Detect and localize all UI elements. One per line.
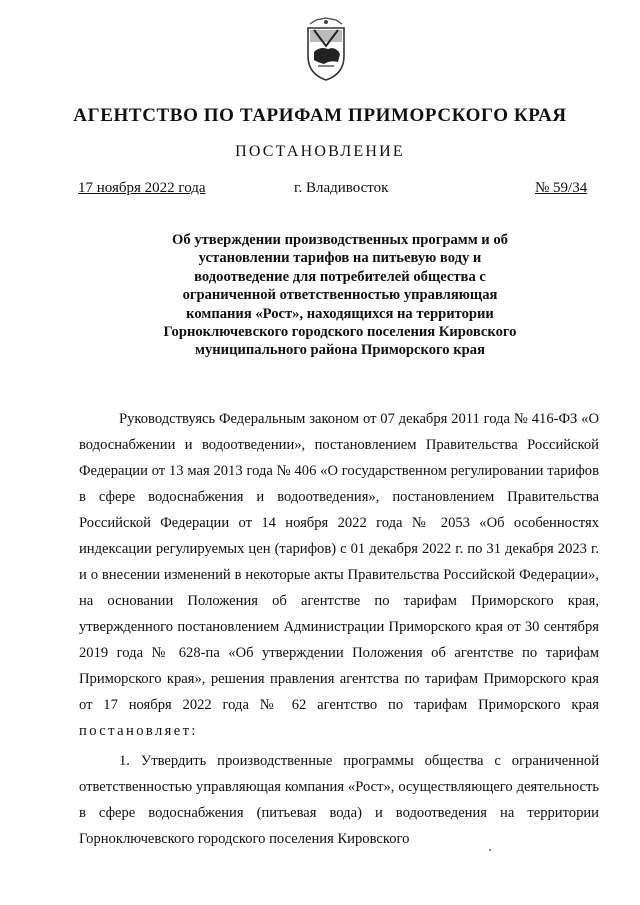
preamble-paragraph: [79, 406, 599, 744]
resolves-word: постановляет:: [79, 723, 198, 739]
document-body: [79, 406, 599, 852]
scan-speck: [489, 849, 491, 851]
document-city: г. Владивосток: [294, 180, 389, 196]
agency-title: АГЕНТСТВО ПО ТАРИФАМ ПРИМОРСКОГО КРАЯ: [73, 105, 567, 126]
coat-of-arms-emblem: [300, 16, 352, 84]
document-date: 17 ноября 2022 года: [78, 180, 206, 196]
point-1-paragraph: 1. Утвердить производственные программы общества с ограниченной ответственностью управляющая компания «Рост», осуществляющего деятельность в сфере водоснабжения (питьевая вода) и водоотведения на территории Горноключевского городского поселения Кировского: [79, 753, 599, 847]
document-number: № 59/34: [535, 180, 588, 196]
document-subject: Об утверждении производственных программ и об установлении тарифов на питьевую воду и водоотведение для потребителей общества с ограниченной ответственностью управляющая компания «Рост», находящихся на территории Горноключевского городского поселения Кировского муниципального района Приморского края: [163, 232, 517, 359]
preamble-text: Руководствуясь Федеральным законом от 07 декабря 2011 года № 416-ФЗ «О водоснабжении и водоотведении», постановлением Правительства Российской Федерации от 13 мая 2013 года № 406 «О государственном регулировании тарифов в сфере водоснабжения и водоотведения», постановлением Правительства Российской Федерации от 14 ноября 2022 года № 2053 «Об особенностях индексации регулируемых цен (тарифов) с 01 декабря 2022 г. по 31 декабря 2023 г. и о внесении изменений в некоторые акты Правительства Российской Федерации», на основании Положения об агентстве по тарифам Приморского края, утвержденного постановлением Администрации Приморского края от 30 сентября 2019 года № 628-па «Об утверждении Положения об агентстве по тарифам Приморского края», решения правления агентства по тарифам Приморского края от 17 ноября 2022 года № 62 агентство по тарифам Приморского края: [79, 411, 599, 713]
document-type: ПОСТАНОВЛЕНИЕ: [235, 143, 405, 160]
